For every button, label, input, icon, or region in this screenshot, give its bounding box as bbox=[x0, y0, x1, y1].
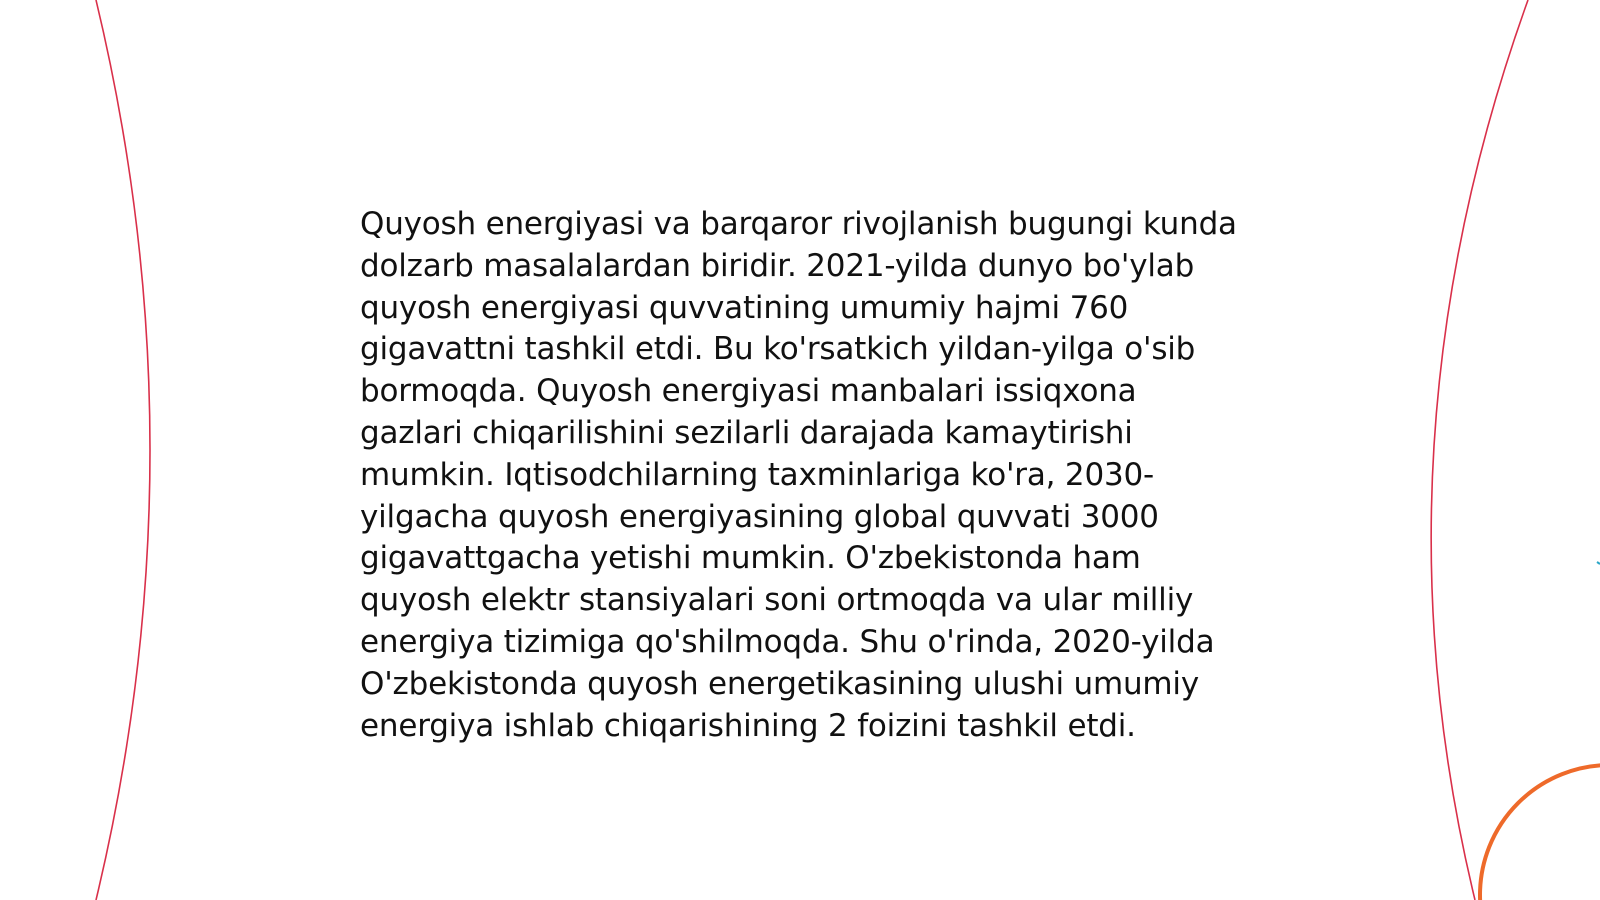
right-arc-line bbox=[1431, 0, 1528, 900]
orange-circle-accent bbox=[1480, 765, 1600, 900]
body-paragraph: Quyosh energiyasi va barqaror rivojlanish bugungi kunda dolzarb masalalardan biridir. 2021-yilda dunyo bo'ylab quyosh energiyasi quvvatining umumiy hajmi 760 gigavattni tashkil etdi. Bu ko'rsatkich yildan-yilga o'sib bormoqda. Quyosh energiyasi manbalari issiqxona gazlari chiqarilishini sezilarli darajada kamaytirishi mumkin. Iqtisodchilarning taxminlariga ko'ra, 2030-yilgacha quyosh energiyasining global quvvati 3000 gigavattgacha yetishi mumkin. O'zbekistonda ham quyosh elektr stansiyalari soni ortmoqda va ular milliy energiya tizimiga qo'shilmoqda. Shu o'rinda, 2020-yilda O'zbekistonda quyosh energetikasining ulushi umumiy energiya ishlab chiqarishining 2 foizini tashkil etdi. bbox=[360, 206, 1237, 744]
left-arc-line bbox=[96, 0, 150, 900]
